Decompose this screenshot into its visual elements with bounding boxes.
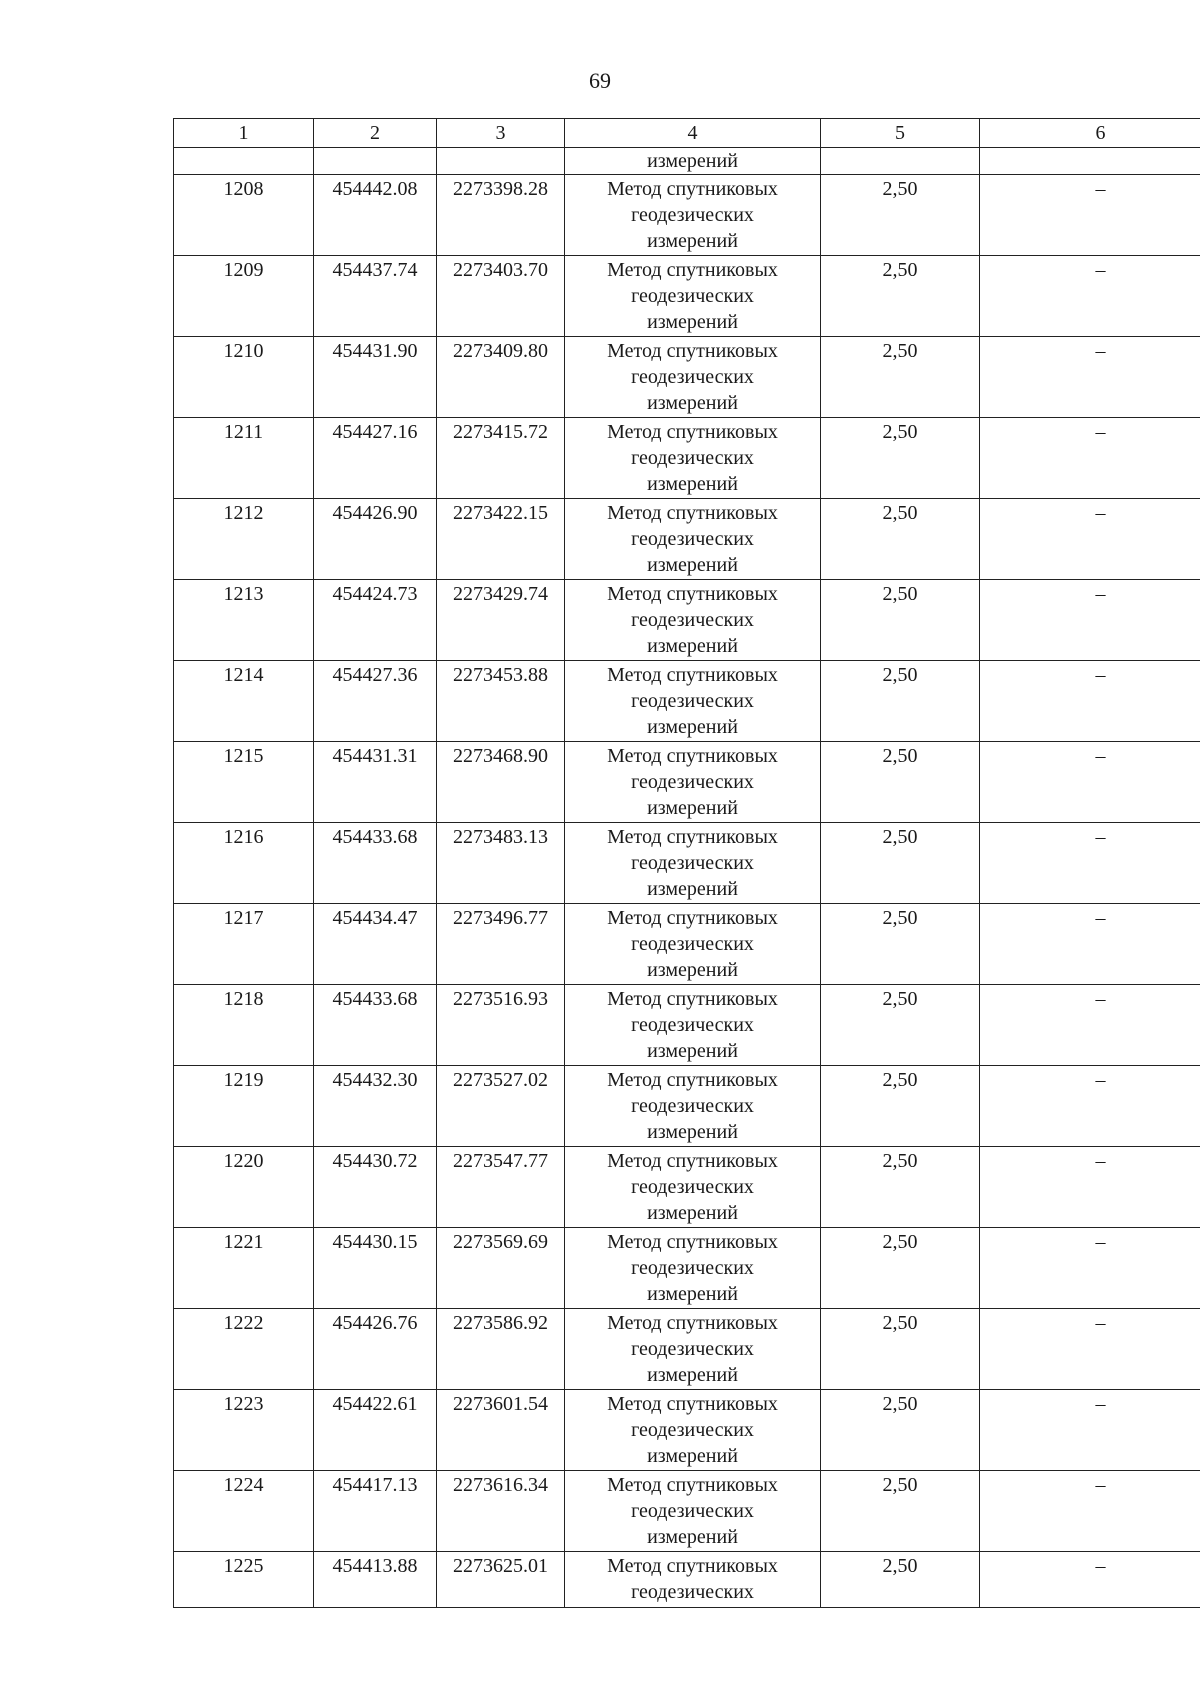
method-line: Метод спутниковых: [607, 178, 778, 200]
cell: [437, 148, 565, 175]
x-coordinate-cell: 454432.30: [314, 1066, 437, 1147]
accuracy-cell: 2,50: [821, 823, 980, 904]
table-row: [174, 1147, 1200, 1228]
method-line: Метод спутниковых: [607, 421, 778, 443]
x-coordinate-cell: 454434.47: [314, 904, 437, 985]
accuracy-cell: 2,50: [821, 337, 980, 418]
column-header: 4: [565, 119, 821, 148]
note-cell: –: [980, 1147, 1200, 1228]
note-cell: –: [980, 985, 1200, 1066]
method-cell: [565, 1147, 821, 1228]
point-number-cell: 1217: [174, 904, 314, 985]
continuation-row: [174, 148, 1200, 175]
method-line: Метод спутниковых: [607, 1393, 778, 1415]
method-line: геодезических: [631, 1095, 754, 1117]
point-number-cell: 1222: [174, 1309, 314, 1390]
method-line: измерений: [647, 959, 738, 981]
table-row: [174, 985, 1200, 1066]
table-row: [174, 661, 1200, 742]
point-number-cell: 1215: [174, 742, 314, 823]
method-line: геодезических: [631, 1338, 754, 1360]
method-line: Метод спутниковых: [607, 502, 778, 524]
method-line: Метод спутниковых: [607, 583, 778, 605]
y-coordinate-cell: 2273403.70: [437, 256, 565, 337]
method-line: геодезических: [631, 933, 754, 955]
page-number: 69: [589, 68, 611, 93]
x-coordinate-cell: 454426.76: [314, 1309, 437, 1390]
table-row: [174, 580, 1200, 661]
method-cell: [565, 580, 821, 661]
x-coordinate-cell: 454433.68: [314, 985, 437, 1066]
point-number-cell: 1208: [174, 175, 314, 256]
point-number-cell: 1218: [174, 985, 314, 1066]
x-coordinate-cell: 454442.08: [314, 175, 437, 256]
note-cell: –: [980, 1390, 1200, 1471]
note-cell: –: [980, 1552, 1200, 1608]
point-number-cell: 1216: [174, 823, 314, 904]
y-coordinate-cell: 2273547.77: [437, 1147, 565, 1228]
table-row: [174, 904, 1200, 985]
column-header: 5: [821, 119, 980, 148]
note-cell: –: [980, 823, 1200, 904]
method-cell: [565, 1228, 821, 1309]
method-cell: измерений: [565, 148, 821, 175]
accuracy-cell: 2,50: [821, 904, 980, 985]
method-line: измерений: [647, 311, 738, 333]
table-row: [174, 175, 1200, 256]
method-line: Метод спутниковых: [607, 259, 778, 281]
note-cell: –: [980, 499, 1200, 580]
method-line: Метод спутниковых: [607, 1474, 778, 1496]
method-cell: [565, 499, 821, 580]
method-line: измерений: [647, 230, 738, 252]
method-line: Метод спутниковых: [607, 340, 778, 362]
method-cell: [565, 661, 821, 742]
method-cell: [565, 823, 821, 904]
y-coordinate-cell: 2273415.72: [437, 418, 565, 499]
accuracy-cell: 2,50: [821, 499, 980, 580]
method-line: измерений: [647, 1121, 738, 1143]
method-line: измерений: [647, 635, 738, 657]
method-line: Метод спутниковых: [607, 664, 778, 686]
x-coordinate-cell: 454433.68: [314, 823, 437, 904]
accuracy-cell: 2,50: [821, 742, 980, 823]
method-line: геодезических: [631, 1176, 754, 1198]
method-line: Метод спутниковых: [607, 745, 778, 767]
x-coordinate-cell: 454413.88: [314, 1552, 437, 1608]
table-row: [174, 1309, 1200, 1390]
x-coordinate-cell: 454422.61: [314, 1390, 437, 1471]
note-cell: –: [980, 1471, 1200, 1552]
note-cell: –: [980, 256, 1200, 337]
x-coordinate-cell: 454431.90: [314, 337, 437, 418]
method-line: измерений: [647, 1040, 738, 1062]
method-line: геодезических: [631, 1581, 754, 1603]
y-coordinate-cell: 2273496.77: [437, 904, 565, 985]
method-line: геодезических: [631, 852, 754, 874]
method-line: измерений: [647, 1445, 738, 1467]
accuracy-cell: 2,50: [821, 1147, 980, 1228]
x-coordinate-cell: 454427.36: [314, 661, 437, 742]
table-row: [174, 823, 1200, 904]
method-cell: [565, 904, 821, 985]
note-cell: –: [980, 904, 1200, 985]
x-coordinate-cell: 454426.90: [314, 499, 437, 580]
table-row: [174, 1471, 1200, 1552]
table-row: [174, 337, 1200, 418]
x-coordinate-cell: 454437.74: [314, 256, 437, 337]
method-line: Метод спутниковых: [607, 1231, 778, 1253]
accuracy-cell: 2,50: [821, 1390, 980, 1471]
point-number-cell: 1221: [174, 1228, 314, 1309]
accuracy-cell: 2,50: [821, 1228, 980, 1309]
note-cell: –: [980, 1228, 1200, 1309]
accuracy-cell: 2,50: [821, 418, 980, 499]
method-line: Метод спутниковых: [607, 1312, 778, 1334]
y-coordinate-cell: 2273453.88: [437, 661, 565, 742]
accuracy-cell: 2,50: [821, 256, 980, 337]
cell: [314, 148, 437, 175]
note-cell: –: [980, 661, 1200, 742]
method-line: геодезических: [631, 1014, 754, 1036]
y-coordinate-cell: 2273398.28: [437, 175, 565, 256]
method-line: измерений: [647, 473, 738, 495]
x-coordinate-cell: 454430.72: [314, 1147, 437, 1228]
x-coordinate-cell: 454431.31: [314, 742, 437, 823]
method-line: Метод спутниковых: [607, 1150, 778, 1172]
method-cell: [565, 1309, 821, 1390]
table-header-row: [174, 119, 1200, 148]
method-line: измерений: [647, 554, 738, 576]
point-number-cell: 1212: [174, 499, 314, 580]
method-cell: [565, 337, 821, 418]
method-cell: [565, 985, 821, 1066]
y-coordinate-cell: 2273483.13: [437, 823, 565, 904]
y-coordinate-cell: 2273468.90: [437, 742, 565, 823]
method-line: измерений: [647, 1364, 738, 1386]
accuracy-cell: 2,50: [821, 661, 980, 742]
method-line: геодезических: [631, 366, 754, 388]
accuracy-cell: 2,50: [821, 1552, 980, 1608]
accuracy-cell: 2,50: [821, 1471, 980, 1552]
method-line: геодезических: [631, 1257, 754, 1279]
table-row: [174, 1552, 1200, 1608]
method-line: геодезических: [631, 204, 754, 226]
method-line: измерений: [647, 1526, 738, 1548]
note-cell: –: [980, 580, 1200, 661]
method-line: геодезических: [631, 1419, 754, 1441]
cell: [174, 148, 314, 175]
method-cell: [565, 1066, 821, 1147]
accuracy-cell: 2,50: [821, 1309, 980, 1390]
y-coordinate-cell: 2273586.92: [437, 1309, 565, 1390]
table-row: [174, 499, 1200, 580]
point-number-cell: 1214: [174, 661, 314, 742]
column-header: 1: [174, 119, 314, 148]
y-coordinate-cell: 2273516.93: [437, 985, 565, 1066]
note-cell: –: [980, 1309, 1200, 1390]
y-coordinate-cell: 2273601.54: [437, 1390, 565, 1471]
y-coordinate-cell: 2273616.34: [437, 1471, 565, 1552]
method-cell: [565, 1552, 821, 1608]
point-number-cell: 1213: [174, 580, 314, 661]
y-coordinate-cell: 2273409.80: [437, 337, 565, 418]
y-coordinate-cell: 2273569.69: [437, 1228, 565, 1309]
note-cell: –: [980, 418, 1200, 499]
method-cell: [565, 1471, 821, 1552]
point-number-cell: 1209: [174, 256, 314, 337]
cell: [821, 148, 980, 175]
table-row: [174, 418, 1200, 499]
table-row: [174, 256, 1200, 337]
note-cell: –: [980, 1066, 1200, 1147]
method-line: геодезических: [631, 447, 754, 469]
point-number-cell: 1219: [174, 1066, 314, 1147]
accuracy-cell: 2,50: [821, 1066, 980, 1147]
y-coordinate-cell: 2273422.15: [437, 499, 565, 580]
method-line: измерений: [647, 1283, 738, 1305]
point-number-cell: 1223: [174, 1390, 314, 1471]
column-header: 2: [314, 119, 437, 148]
method-line: геодезических: [631, 1500, 754, 1522]
table-row: [174, 1228, 1200, 1309]
x-coordinate-cell: 454430.15: [314, 1228, 437, 1309]
table-row: [174, 1390, 1200, 1471]
method-line: измерений: [647, 716, 738, 738]
point-number-cell: 1224: [174, 1471, 314, 1552]
method-line: геодезических: [631, 285, 754, 307]
cell: [980, 148, 1200, 175]
point-number-cell: 1210: [174, 337, 314, 418]
method-line: геодезических: [631, 690, 754, 712]
note-cell: –: [980, 337, 1200, 418]
method-line: Метод спутниковых: [607, 1555, 778, 1577]
method-line: Метод спутниковых: [607, 826, 778, 848]
accuracy-cell: 2,50: [821, 985, 980, 1066]
point-number-cell: 1225: [174, 1552, 314, 1608]
table-row: [174, 742, 1200, 823]
note-cell: –: [980, 175, 1200, 256]
method-cell: [565, 1390, 821, 1471]
method-line: измерений: [647, 1202, 738, 1224]
y-coordinate-cell: 2273527.02: [437, 1066, 565, 1147]
coordinates-table: [173, 118, 1200, 1608]
method-line: геодезических: [631, 528, 754, 550]
point-number-cell: 1211: [174, 418, 314, 499]
method-line: геодезических: [631, 609, 754, 631]
table-row: [174, 1066, 1200, 1147]
accuracy-cell: 2,50: [821, 580, 980, 661]
accuracy-cell: 2,50: [821, 175, 980, 256]
method-cell: [565, 742, 821, 823]
column-header: 6: [980, 119, 1200, 148]
method-line: измерений: [647, 797, 738, 819]
method-line: Метод спутниковых: [607, 988, 778, 1010]
method-cell: [565, 418, 821, 499]
y-coordinate-cell: 2273429.74: [437, 580, 565, 661]
x-coordinate-cell: 454424.73: [314, 580, 437, 661]
x-coordinate-cell: 454417.13: [314, 1471, 437, 1552]
method-line: Метод спутниковых: [607, 907, 778, 929]
method-line: Метод спутниковых: [607, 1069, 778, 1091]
point-number-cell: 1220: [174, 1147, 314, 1228]
x-coordinate-cell: 454427.16: [314, 418, 437, 499]
method-line: измерений: [647, 392, 738, 414]
y-coordinate-cell: 2273625.01: [437, 1552, 565, 1608]
column-header: 3: [437, 119, 565, 148]
note-cell: –: [980, 742, 1200, 823]
method-line: измерений: [647, 878, 738, 900]
method-cell: [565, 175, 821, 256]
method-line: геодезических: [631, 771, 754, 793]
method-cell: [565, 256, 821, 337]
